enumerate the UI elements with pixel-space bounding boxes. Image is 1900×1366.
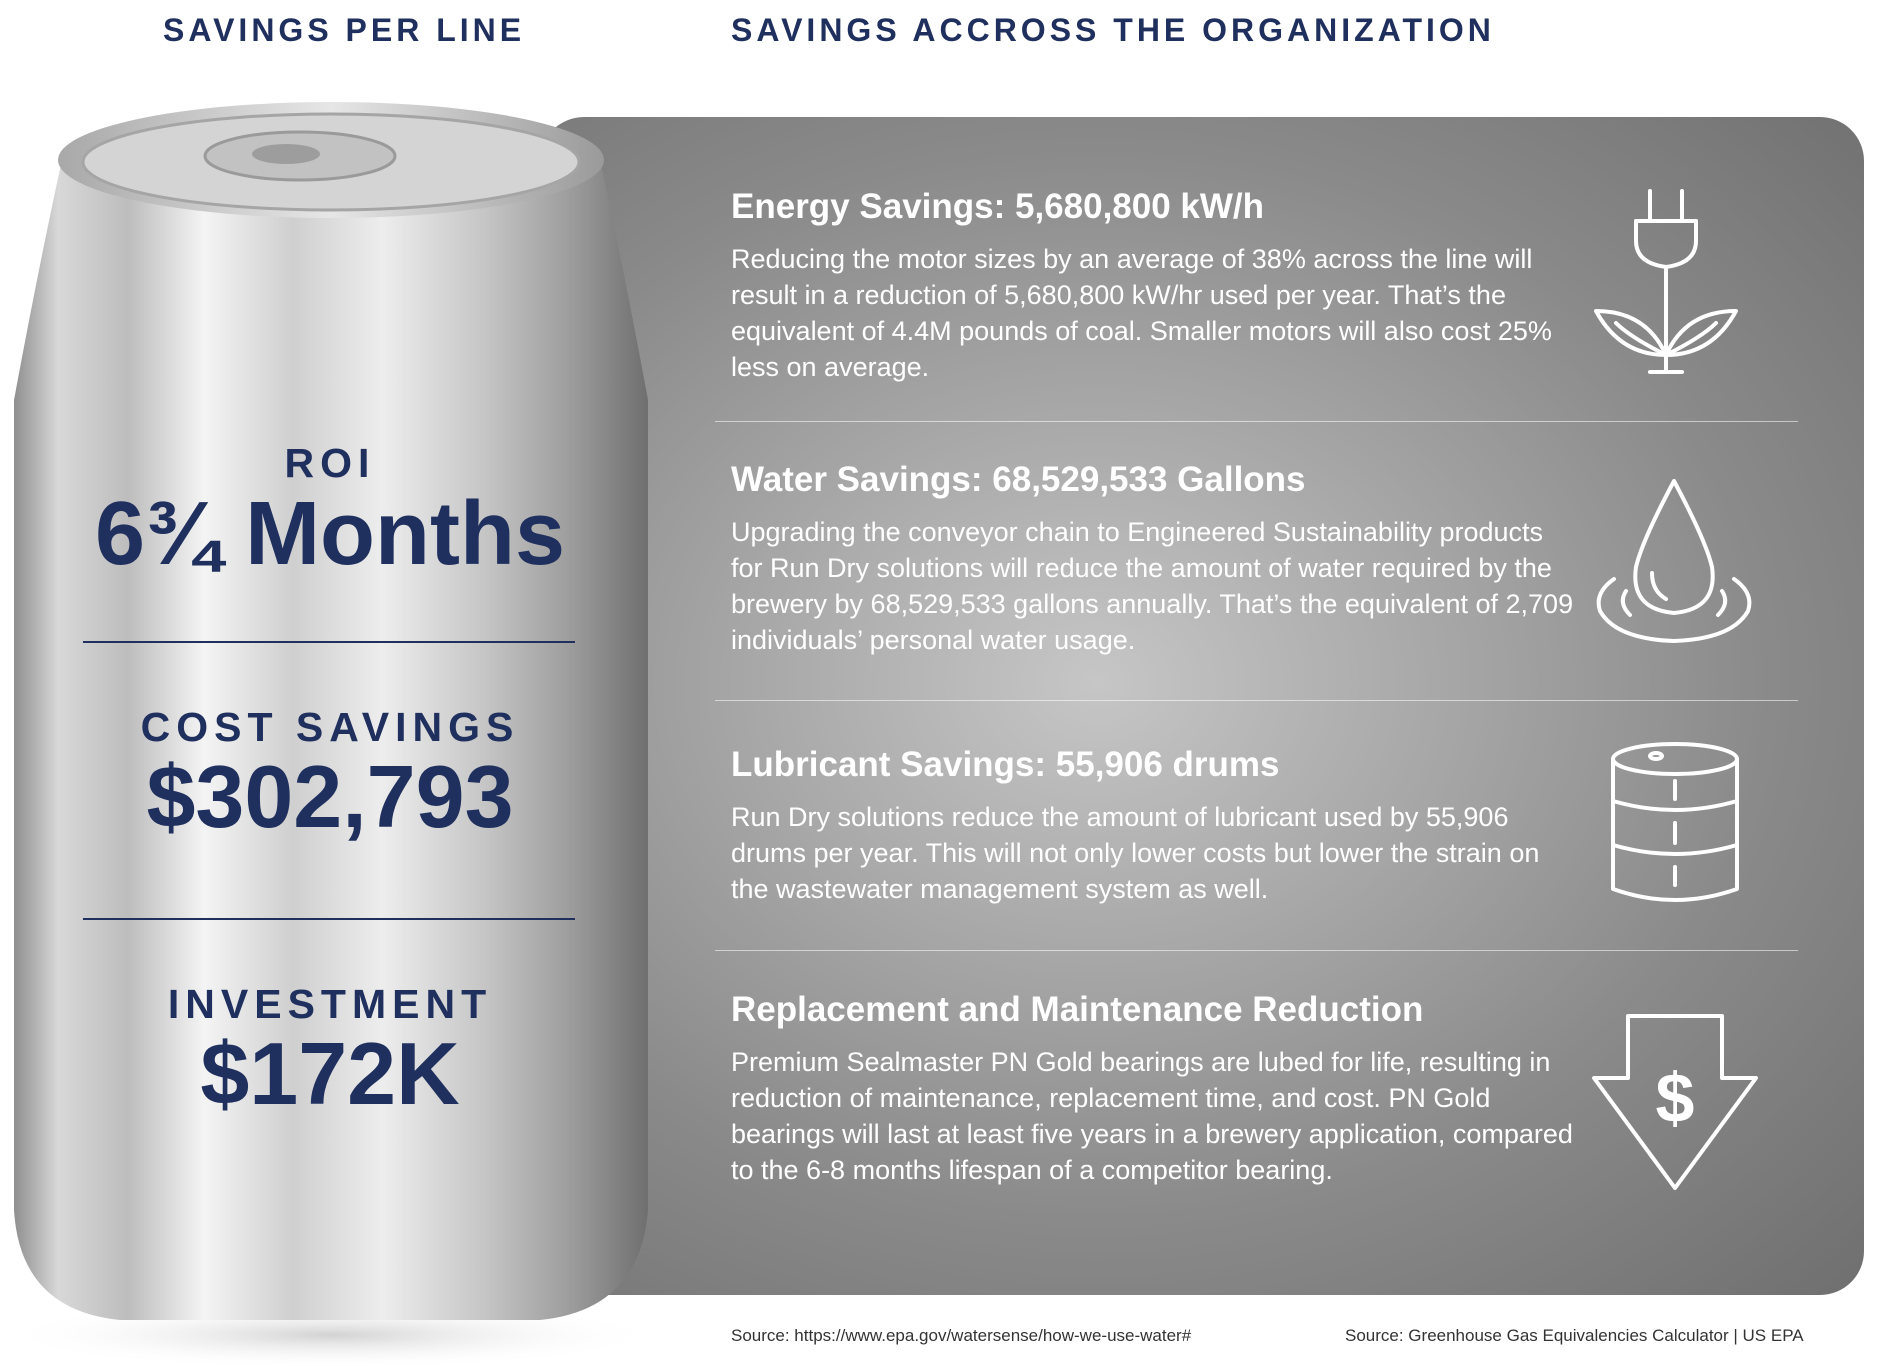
roi-label: ROI [284, 440, 376, 486]
roi-value: 6¾ Months [94, 484, 566, 584]
maintenance-reduction-title: Replacement and Maintenance Reduction [731, 990, 1424, 1029]
water-drop-icon [1590, 479, 1760, 654]
savings-panel [540, 117, 1864, 1295]
divider [83, 641, 575, 643]
investment-stat [20, 981, 640, 1123]
lubricant-savings-body: Run Dry solutions reduce the amount of lubricant used by 55,906 drums per year. This will not only lower costs but lower the strain on the wastewater management system as well. [731, 802, 1540, 904]
savings-organization-heading: SAVINGS ACCROSS THE ORGANIZATION [731, 12, 1495, 48]
divider [83, 918, 575, 920]
water-savings-title: Water Savings: 68,529,533 Gallons [731, 460, 1306, 499]
investment-label: INVESTMENT [167, 981, 493, 1027]
oil-drum-icon [1590, 739, 1760, 914]
cost-savings-value: $302,793 [146, 747, 514, 846]
plug-plant-icon [1590, 187, 1755, 387]
investment-value: $172K [200, 1024, 460, 1123]
lubricant-savings-title: Lubricant Savings: 55,906 drums [731, 745, 1280, 784]
divider [715, 700, 1798, 701]
savings-per-line-heading: SAVINGS PER LINE [163, 12, 526, 48]
dollar-down-arrow-icon [1590, 1012, 1760, 1192]
source-ghg-calculator: Source: Greenhouse Gas Equivalencies Calculator | US EPA [1345, 1326, 1804, 1345]
roi-stat [20, 440, 640, 582]
maintenance-reduction-body: Premium Sealmaster PN Gold bearings are lubed for life, resulting in reduction of maintenance, replacement time, and cost. PN Gold bearings will last at least five years in a brewery application, compared to the 6-8 months lifespan of a competitor bearing. [731, 1047, 1573, 1185]
water-savings-body: Upgrading the conveyor chain to Engineered Sustainability products for Run Dry solutions will reduce the amount of water required by the brewery by 68,529,533 gallons annually. That’s the equivalent of 2,709 individuals’ personal water usage. [731, 517, 1574, 655]
source-water-link[interactable]: Source: https://www.epa.gov/watersense/how-we-use-water# [731, 1326, 1192, 1345]
divider [715, 950, 1798, 951]
energy-savings-body: Reducing the motor sizes by an average of 38% across the line will result in a reduction of 5,680,800 kW/hr used per year. That’s the equivalent of 4.4M pounds of coal. Smaller motors will also cost 25% less on average. [731, 244, 1552, 382]
cost-savings-label: COST SAVINGS [140, 704, 520, 750]
cost-savings-stat [20, 704, 640, 846]
energy-savings-title: Energy Savings: 5,680,800 kW/h [731, 187, 1265, 226]
divider [715, 421, 1798, 422]
svg-text:$: $ [1655, 1059, 1695, 1137]
